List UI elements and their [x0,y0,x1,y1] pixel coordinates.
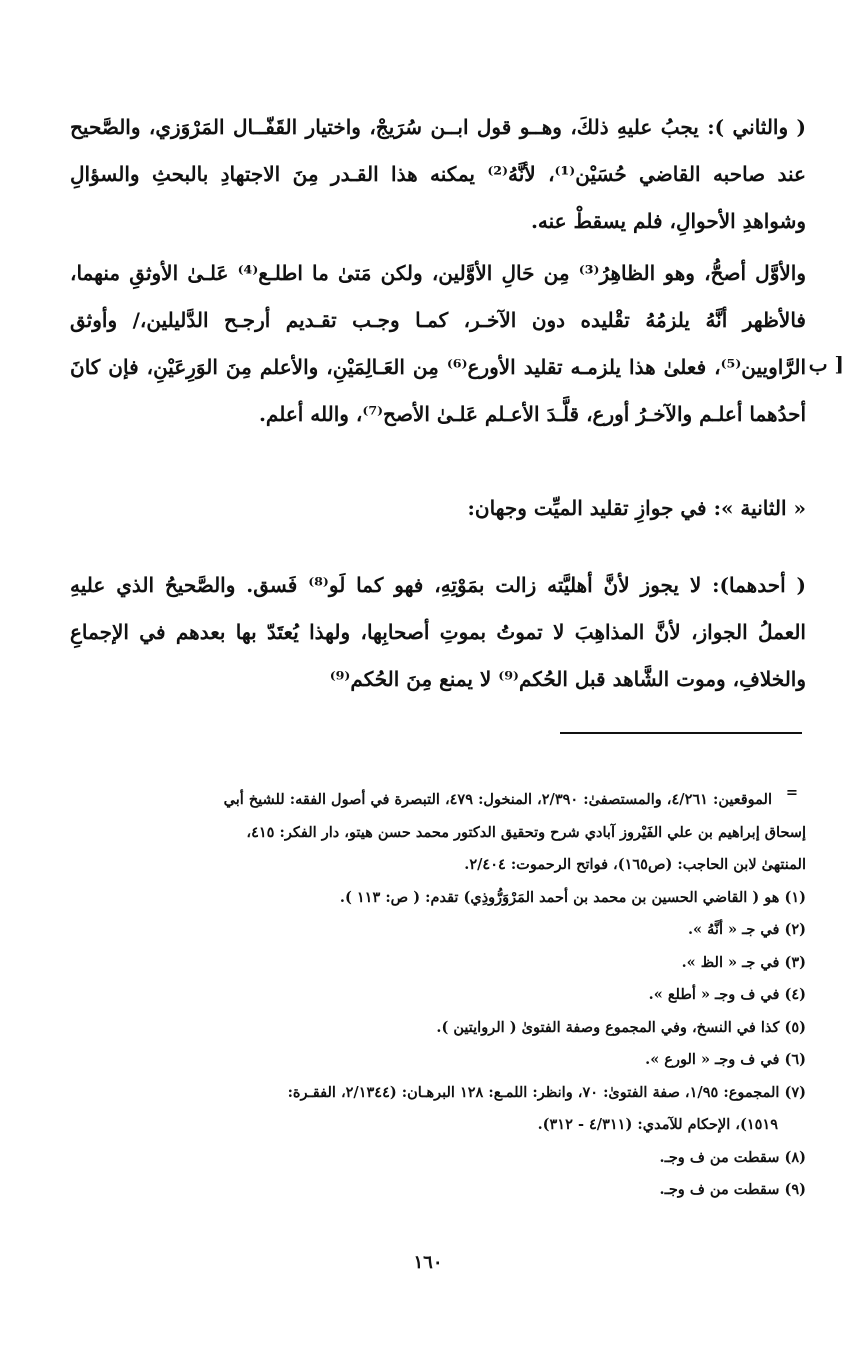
footnotes-block [72,784,806,1207]
page-number: ١٦٠ [413,1252,443,1273]
paragraph-2: والأوَّل أصحُّ، وهو الظاهِرُ⁽³⁾ مِن حَالِ الأوَّلين، ولكن مَتىٰ ما اطلـع⁽⁴⁾ عَلـىٰ الأوثقِ منهما، فالأظهر أنَّهُ يلزمُهُ تقْليده دون الآخـر، كمـا وجـب تقـديم أرجـح الدَّليلين،/ وأوثق الرَّاويين⁽⁵⁾، فعلىٰ هذا يلزمـه تقليد الأورع⁽⁶⁾ مِن العَـالِمَيْنِ، والأعلم مِنَ الوَرِعَيْنِ، فإن كانَ أحدُهما أعلـم والآخـرُ أورع، قلَّـدَ الأعـلم عَلـىٰ الأصح⁽⁷⁾، والله أعلم. [70,261,806,426]
footnote-7: (٧) المجموع: ١/٩٥، صفة الفتوىٰ: ٧٠، وانظر: اللمـع: ١٢٨ البرهـان: (٢/١٣٤٤، الفقـرة: [287,1083,806,1101]
footnote-continuation-mark: = [785,784,798,801]
footnote-5: (٥) كذا في النسخ، وفي المجموع وصفة الفتوىٰ ( الروايتين ). [436,1018,806,1036]
footnote-8: (٨) سقطت من ف وجـ. [659,1148,806,1166]
footnote-9: (٩) سقطت من ف وجـ. [659,1181,806,1198]
footnote-3: (٣) في جـ « الظ ». [681,953,806,971]
footnote-continuation-line: المنتهىٰ لابن الحاجب: (ص١٦٥)، فواتح الرحموت: ٢/٤٠٤. [464,856,806,873]
footnote-continuation-line: إسحاق إبراهيم بن علي الفَيْروز آبادي شرح وتحقيق الدكتور محمد حسن هيتو، دار الفكر: ٤١٥، [246,823,806,841]
footnote-4: (٤) في ف وجـ « أطلع ». [648,986,806,1003]
footnote-2: (٢) في جـ « أنَّهُ ». [687,921,806,938]
margin-folio-mark: ب ] [808,352,844,376]
footnote-1: (١) هو ( القاضي الحسين بن محمد بن أحمد المَرْوَرُّوذِي) تقدم: ( ص: ١١٣ ). [339,888,806,906]
paragraph-3: ( أحدهما): لا يجوز لأنَّ أهليَّته زالت بمَوْتِهِ، فهو كما لَو⁽⁸⁾ فَسق. والصَّحيحُ الذي عليهِ العملُ الجواز، لأنَّ المذاهِبَ لا تموتُ بموتِ أصحابِها، ولهذا يُعتَدّ بها بعدهم في الإجماعِ والخلافِ، وموت الشَّاهد قبل الحُكم⁽⁹⁾ لا يمنع مِنَ الحُكم⁽⁹⁾ [70,573,806,691]
paragraph-1: ( والثاني ): يجبُ عليهِ ذلكَ، وهــو قول ابــن سُرَيجْ، واختيار القَفّــال المَرْوَزي، والصَّحيح عند صاحبه القاضي حُسَيْن⁽¹⁾، لأنَّهُ⁽²⁾ يمكنه هذا القـدر مِنَ الاجتهادِ بالبحثِ والسؤالِ وشواهدِ الأحوالِ، فلم يسقطْ عنه. [70,115,806,233]
footnote-separator [560,732,802,734]
footnote-continuation-line: الموقعين: ٤/٢٦١، والمستصفىٰ: ٢/٣٩٠، المنخول: ٤٧٩، التبصرة في أصول الفقه: للشيخ أبي [223,791,772,808]
section-heading: « الثانية »: في جوازِ تقليد الميِّت وجهان: [467,496,806,520]
footnote-6: (٦) في ف وجـ « الورع ». [645,1051,806,1068]
footnote-7-continued: ١٥١٩)، الإحكام للآمدي: (٤/٣١١ - ٣١٢). [537,1116,778,1133]
